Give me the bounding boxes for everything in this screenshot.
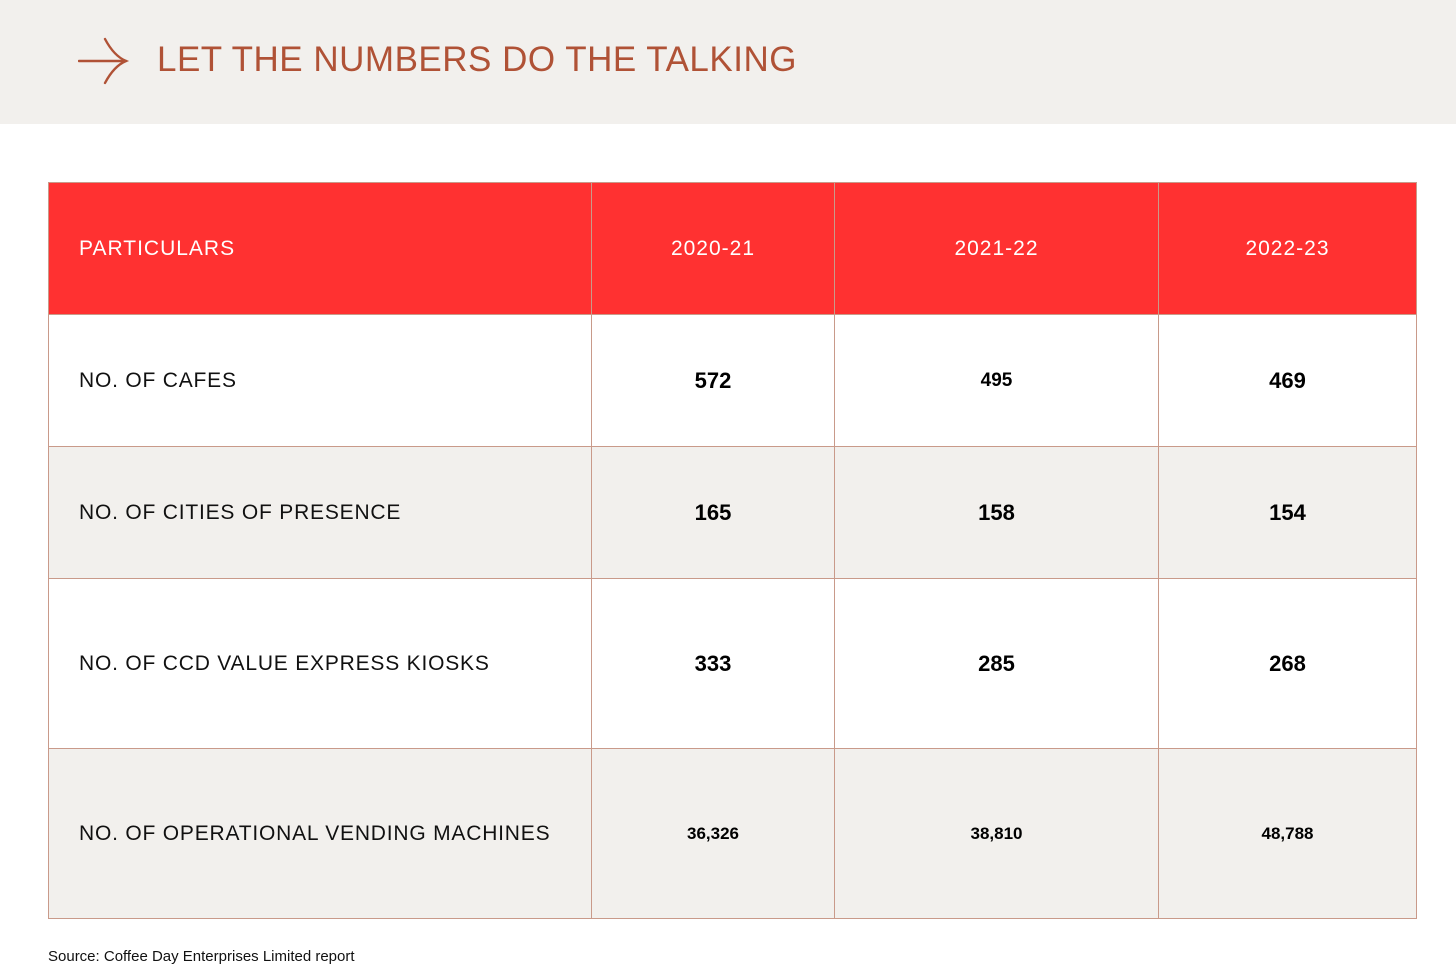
table-header-row [49, 183, 1417, 315]
row-label: NO. OF CITIES OF PRESENCE [49, 447, 592, 579]
row-label: NO. OF CCD VALUE EXPRESS KIOSKS [49, 579, 592, 749]
column-header-2020-21: 2020-21 [592, 183, 835, 315]
row-label: NO. OF CAFES [49, 315, 592, 447]
page-title: LET THE NUMBERS DO THE TALKING [157, 40, 797, 79]
column-header-2021-22: 2021-22 [835, 183, 1159, 315]
column-header-2022-23: 2022-23 [1159, 183, 1417, 315]
table-row-cities [49, 447, 1417, 579]
table-row-cafes [49, 315, 1417, 447]
value-cell: 154 [1159, 447, 1417, 579]
value-cell: 285 [835, 579, 1159, 749]
row-label: NO. OF OPERATIONAL VENDING MACHINES [49, 749, 592, 919]
arrow-right-icon [78, 36, 130, 86]
value-cell: 333 [592, 579, 835, 749]
value-cell: 158 [835, 447, 1159, 579]
header-banner [0, 0, 1456, 124]
source-note: Source: Coffee Day Enterprises Limited report [48, 948, 355, 965]
table-row-kiosks [49, 579, 1417, 749]
value-cell: 38,810 [835, 749, 1159, 919]
value-cell: 572 [592, 315, 835, 447]
value-cell: 469 [1159, 315, 1417, 447]
value-cell: 165 [592, 447, 835, 579]
data-table [48, 182, 1417, 919]
value-cell: 495 [835, 315, 1159, 447]
value-cell: 268 [1159, 579, 1417, 749]
data-table-container [48, 182, 1416, 919]
table-row-vending-machines [49, 749, 1417, 919]
value-cell: 36,326 [592, 749, 835, 919]
column-header-particulars: PARTICULARS [49, 183, 592, 315]
value-cell: 48,788 [1159, 749, 1417, 919]
